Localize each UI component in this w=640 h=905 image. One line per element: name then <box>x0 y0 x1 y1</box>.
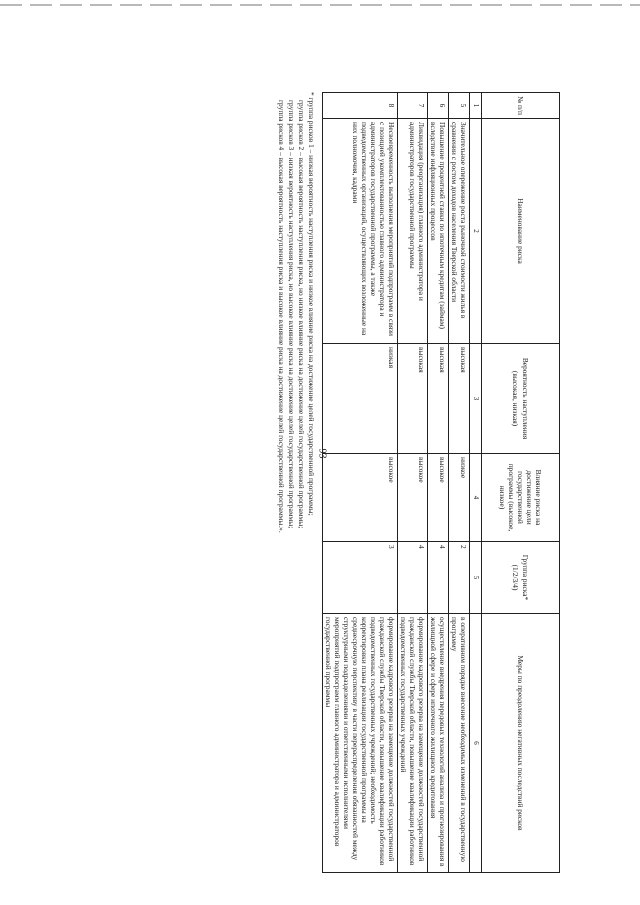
risk-group: 3 <box>323 542 398 614</box>
risk-measures: формирование кадрового резерва на замещение должностей государственной гражданской службы Тверской области, повышение квалификации работников подведомственных государственных учреждений; необходимость корректировки плана реализации государственной программы на среднесрочную перспективу в части перераспределения обязанностей между структурными подразделениями и ответственными исполнителями мероприятий подпрограмм главного администратора и администраторов государственной программы <box>323 614 398 873</box>
footnote: группа рисков 3 – низкая вероятность наступления риска, но высокое влияние риска на достижение целей государственной программы; <box>287 100 297 529</box>
row-num: 5 <box>449 93 470 119</box>
footnote: группа рисков 2 – высокая вероятность наступления риска, но низкое влияние риска на достижение целей государственной программы; <box>297 100 307 529</box>
risk-table <box>322 92 560 873</box>
risk-influence: высокое <box>428 454 449 542</box>
table-header-row <box>482 93 560 873</box>
footnote: * группа рисков 1 – низкая вероятность наступления риска и низкое влияние риска на достижение целей государственной программы; <box>307 92 316 516</box>
table-row <box>323 93 398 873</box>
column-number: 5 <box>470 542 482 614</box>
table-row <box>449 93 470 873</box>
footnote: группа рисков 4 – высокая вероятность наступления риска и высокое влияние риска на достижение целей государственной программы.». <box>277 100 287 533</box>
risk-group: 4 <box>428 542 449 614</box>
risk-influence: высокое <box>323 454 398 542</box>
column-number: 1 <box>470 93 482 119</box>
risk-name: Значительное опережение роста рыночной стоимости жилья в сравнении с ростом доходов населения Тверской области <box>449 119 470 344</box>
risk-probability: низкая <box>323 344 398 454</box>
risk-name: Повышение процентной ставки по ипотечным кредитам (займам) вследствие инфляционных процессов <box>428 119 449 344</box>
column-number: 2 <box>470 119 482 344</box>
risk-probability: высокая <box>428 344 449 454</box>
risk-influence: низкое <box>449 454 470 542</box>
rotated-page-content <box>90 92 560 902</box>
table-row <box>428 93 449 873</box>
column-number: 4 <box>470 454 482 542</box>
column-number-row <box>470 93 482 873</box>
header-probability: Вероятность наступления (высокая, низкая) <box>482 344 560 454</box>
risk-group: 2 <box>449 542 470 614</box>
risk-influence: высокое <box>398 454 428 542</box>
scan-top-edge <box>0 4 640 6</box>
risk-name: Ликвидация (реорганизация) главного администратора и администраторов государственной программы <box>398 119 428 344</box>
risk-probability: высокая <box>449 344 470 454</box>
row-num: 8 <box>323 93 398 119</box>
table-row <box>398 93 428 873</box>
risk-name: Несвоевременность выполнения мероприятий подпрограмм в связи с позицией укомплектованностью главного администратора и администраторов государственной программы, а также подведомственных организаций, осуществляющих возложенные на них полномочия, кадрами <box>323 119 398 344</box>
risk-group: 4 <box>398 542 428 614</box>
column-number: 3 <box>470 344 482 454</box>
header-num: № п/п <box>482 93 560 119</box>
page-number: 93 <box>316 448 328 459</box>
risk-measures: в оперативном порядке внесение необходимых изменений в государственную программу <box>449 614 470 873</box>
header-measures: Меры по преодолению негативных последствий рисков <box>482 614 560 873</box>
risk-probability: высокая <box>398 344 428 454</box>
header-influence: Влияние риска на достижение цели государственной программы (высокое, низкое) <box>482 454 560 542</box>
row-num: 7 <box>398 93 428 119</box>
header-group: Группа риска* (1/2/3/4) <box>482 542 560 614</box>
risk-measures: формирование кадрового резерва на замещение должностей государственной гражданской службы Тверской области, повышение квалификации работников подведомственных государственных учреждений <box>398 614 428 873</box>
risk-measures: осуществление внедрения передовых технологий анализа и прогнозирования в жилищной сфере и сфере ипотечного жилищного кредитования <box>428 614 449 873</box>
column-number: 6 <box>470 614 482 873</box>
row-num: 6 <box>428 93 449 119</box>
header-name: Наименование риска <box>482 119 560 344</box>
footnotes <box>276 92 316 872</box>
